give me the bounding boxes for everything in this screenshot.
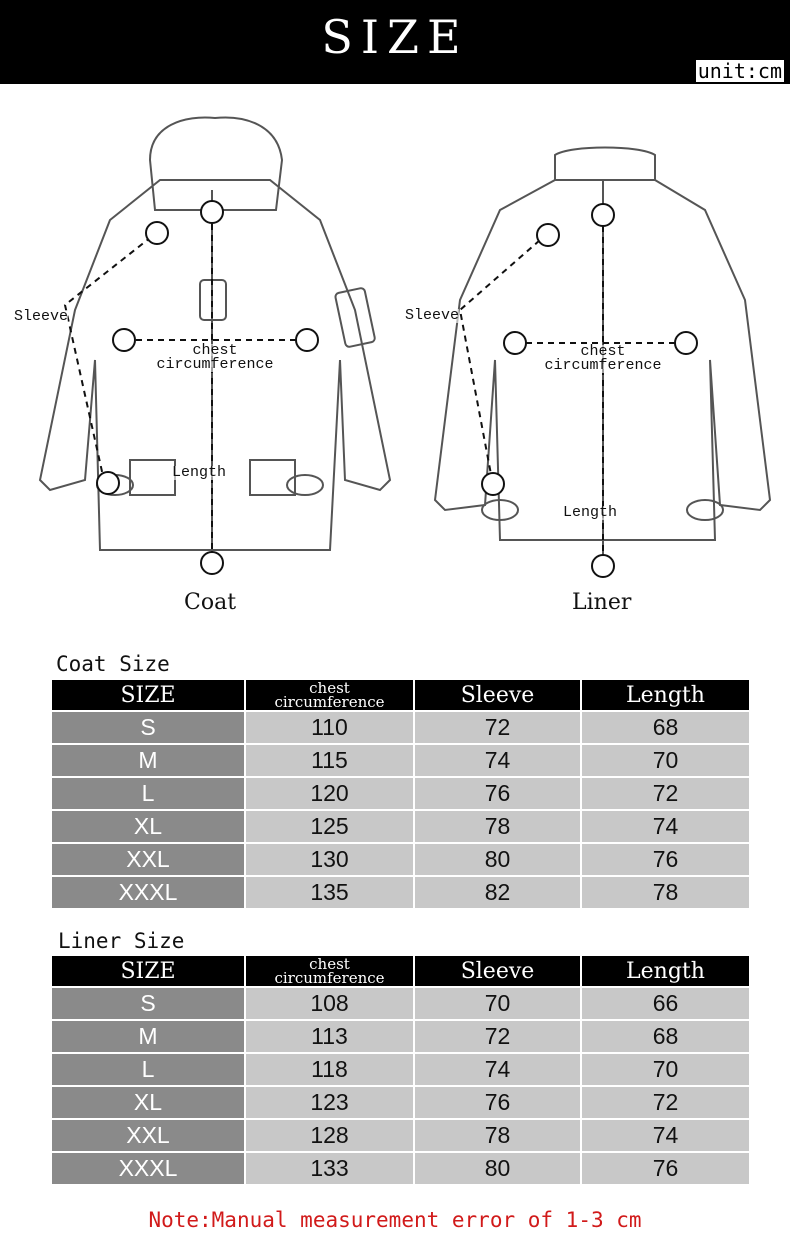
- size-cell: L: [52, 778, 244, 809]
- size-header: SIZE: [52, 956, 244, 986]
- coat-sleeve-label: Sleeve: [14, 308, 69, 325]
- sleeve-cell: 80: [415, 844, 580, 875]
- sleeve-cell: 74: [415, 745, 580, 776]
- chest-cell: 108: [246, 988, 413, 1019]
- chest-cell: 128: [246, 1120, 413, 1151]
- sleeve-cell: 74: [415, 1054, 580, 1085]
- coat-size-table: [50, 678, 751, 910]
- garment-illustration: [0, 100, 790, 630]
- coat-label: Coat: [184, 590, 237, 615]
- sleeve-cell: 82: [415, 877, 580, 908]
- liner-sleeve-label: Sleeve: [405, 307, 460, 324]
- coat-length-label: Length: [172, 464, 227, 481]
- table-row: [52, 1120, 749, 1151]
- length-cell: 70: [582, 745, 749, 776]
- length-cell: 76: [582, 1153, 749, 1184]
- chest-header: [246, 956, 413, 986]
- garment-drawings: [0, 100, 790, 630]
- table-row: [52, 745, 749, 776]
- table-header-row: [52, 680, 749, 710]
- length-cell: 76: [582, 844, 749, 875]
- page-title: SIZE: [321, 10, 469, 64]
- length-cell: 66: [582, 988, 749, 1019]
- length-cell: 68: [582, 712, 749, 743]
- length-cell: 78: [582, 877, 749, 908]
- chest-cell: 113: [246, 1021, 413, 1052]
- table-row: [52, 844, 749, 875]
- length-header: Length: [582, 956, 749, 986]
- sleeve-cell: 76: [415, 778, 580, 809]
- chest-header-line1: chest: [309, 955, 350, 973]
- length-cell: 74: [582, 811, 749, 842]
- table-row: [52, 1054, 749, 1085]
- chest-cell: 130: [246, 844, 413, 875]
- size-cell: M: [52, 1021, 244, 1052]
- liner-collar: [555, 148, 655, 181]
- coat-chest-label: [150, 344, 280, 372]
- length-cell: 70: [582, 1054, 749, 1085]
- chest-cell: 135: [246, 877, 413, 908]
- liner-measure-circles: [482, 204, 697, 577]
- sleeve-cell: 72: [415, 1021, 580, 1052]
- size-cell: XXXL: [52, 1153, 244, 1184]
- size-header: SIZE: [52, 680, 244, 710]
- liner-chest-label: [538, 345, 668, 373]
- liner-size-table: [50, 954, 751, 1186]
- chest-cell: 133: [246, 1153, 413, 1184]
- table-row: [52, 988, 749, 1019]
- liner-length-label: Length: [563, 504, 618, 521]
- sleeve-header: Sleeve: [415, 680, 580, 710]
- chest-cell: 120: [246, 778, 413, 809]
- sleeve-header: Sleeve: [415, 956, 580, 986]
- table-row: [52, 877, 749, 908]
- chest-cell: 123: [246, 1087, 413, 1118]
- size-cell: S: [52, 712, 244, 743]
- size-cell: L: [52, 1054, 244, 1085]
- liner-chest-label-line2: circumference: [544, 357, 662, 374]
- length-cell: 74: [582, 1120, 749, 1151]
- sleeve-cell: 76: [415, 1087, 580, 1118]
- chest-cell: 110: [246, 712, 413, 743]
- table-row: [52, 778, 749, 809]
- liner-size-title: Liner Size: [58, 929, 185, 953]
- length-cell: 72: [582, 1087, 749, 1118]
- length-cell: 68: [582, 1021, 749, 1052]
- sleeve-cell: 78: [415, 811, 580, 842]
- size-cell: XXL: [52, 1120, 244, 1151]
- chest-header-line2: circumference: [274, 693, 385, 711]
- measurement-note: Note:Manual measurement error of 1-3 cm: [148, 1208, 642, 1232]
- sleeve-cell: 80: [415, 1153, 580, 1184]
- chest-cell: 118: [246, 1054, 413, 1085]
- chest-cell: 115: [246, 745, 413, 776]
- coat-size-title: Coat Size: [56, 652, 170, 676]
- size-cell: S: [52, 988, 244, 1019]
- chest-cell: 125: [246, 811, 413, 842]
- chest-header-line2: circumference: [274, 969, 385, 987]
- table-row: [52, 1153, 749, 1184]
- sleeve-cell: 70: [415, 988, 580, 1019]
- size-cell: XXL: [52, 844, 244, 875]
- table-row: [52, 712, 749, 743]
- table-row: [52, 811, 749, 842]
- chest-header: [246, 680, 413, 710]
- unit-label: unit:cm: [697, 59, 782, 83]
- sleeve-cell: 72: [415, 712, 580, 743]
- chest-header-line1: chest: [309, 679, 350, 697]
- liner-chest-label-line1: chest: [580, 343, 626, 360]
- coat-measure-lines: [65, 213, 305, 562]
- sleeve-cell: 78: [415, 1120, 580, 1151]
- length-cell: 72: [582, 778, 749, 809]
- coat-measure-circles: [97, 201, 318, 574]
- liner-label: Liner: [572, 590, 632, 615]
- coat-drawing: [40, 117, 390, 555]
- length-header: Length: [582, 680, 749, 710]
- size-cell: XL: [52, 811, 244, 842]
- coat-hood: [150, 117, 282, 210]
- coat-chest-label-line2: circumference: [156, 356, 274, 373]
- size-cell: XXXL: [52, 877, 244, 908]
- header-banner: [0, 0, 790, 84]
- table-row: [52, 1087, 749, 1118]
- table-row: [52, 1021, 749, 1052]
- coat-chest-label-line1: chest: [192, 342, 238, 359]
- size-cell: XL: [52, 1087, 244, 1118]
- table-header-row: [52, 956, 749, 986]
- size-cell: M: [52, 745, 244, 776]
